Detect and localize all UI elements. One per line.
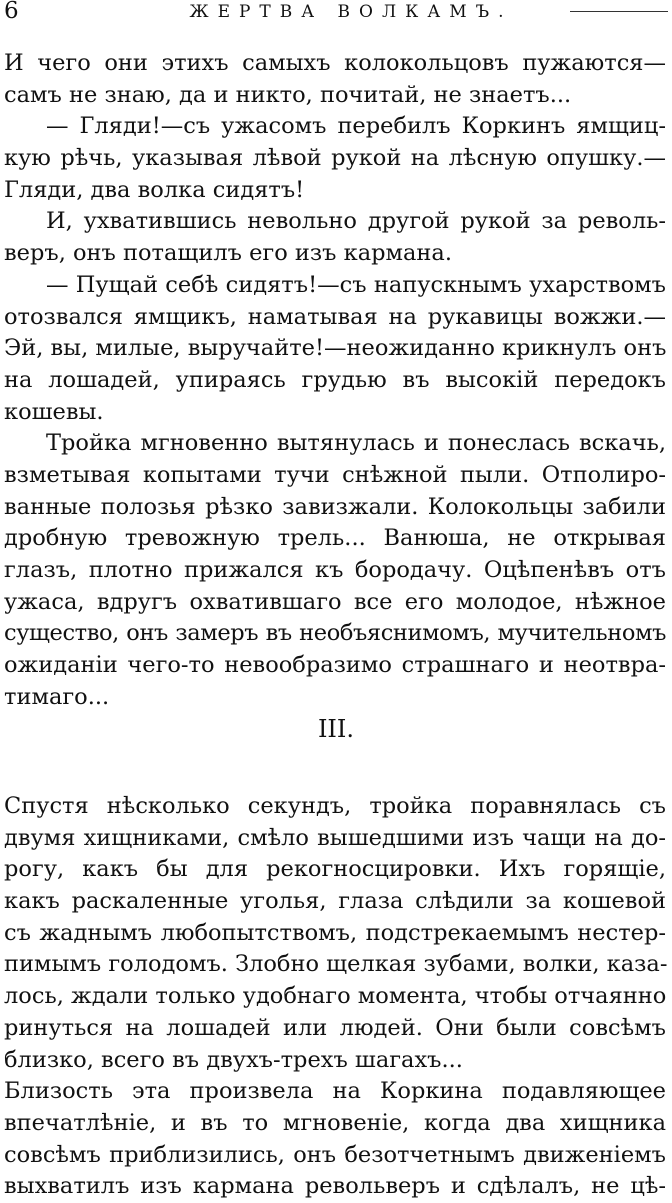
text-line: взметывая копытами тучи снѣжной пыли. Отполиро- bbox=[4, 461, 666, 488]
text-line: тимаго... bbox=[4, 683, 110, 710]
page-number: 6 bbox=[4, 0, 19, 24]
text-line: лось, ждали только удобнаго момента, чтобы отчаянно bbox=[4, 983, 667, 1010]
section-1-text bbox=[4, 48, 666, 713]
text-line: И чего они этихъ самыхъ колокольцовъ пужаются— bbox=[4, 50, 666, 76]
text-line: совсѣмъ приблизились, онъ безотчетнымъ движеніемъ bbox=[4, 1141, 666, 1168]
text-line: существо, онъ замеръ въ необъяснимомъ, мучительномъ bbox=[4, 620, 666, 647]
text-line: Близость эта произвела на Коркина подавляющее bbox=[4, 1078, 666, 1105]
text-line: кошевы. bbox=[4, 398, 104, 425]
chapter-heading: III. bbox=[317, 715, 355, 743]
text-line: веръ, онъ потащилъ его изъ кармана. bbox=[4, 240, 452, 267]
text-line: дробную тревожную трель... Ванюша, не открывая bbox=[4, 525, 666, 552]
text-line: кую рѣчь, указывая лѣвой рукой на лѣсную опушку.— bbox=[4, 145, 666, 172]
text-line: Спустя нѣсколько секундъ, тройка поравнялась съ bbox=[4, 793, 666, 819]
header-rule-right bbox=[570, 11, 668, 12]
text-line: — Гляди!—съ ужасомъ перебилъ Коркинъ ямщиц- bbox=[46, 113, 666, 140]
text-line: какъ раскаленные уголья, глаза слѣдили за кошевой bbox=[4, 888, 666, 915]
text-line: впечатлѣніе, и въ то мгновеніе, когда два хищника bbox=[4, 1109, 666, 1136]
text-line: двумя хищниками, смѣло вышедшими изъ чащи на до- bbox=[4, 824, 666, 851]
text-line: ужаса, вдругъ охватившаго все его молодое, нѣжное bbox=[4, 588, 666, 615]
text-line: ванные полозья рѣзко завизжали. Колокольцы забили bbox=[4, 493, 666, 520]
text-line: близко, всего въ двухъ-трехъ шагахъ... bbox=[4, 1046, 463, 1073]
text-line: отозвался ямщикъ, наматывая на рукавицы вожжи.— bbox=[4, 303, 666, 330]
text-line: выхватилъ изъ кармана револьверъ и сдѣлалъ, не цѣ- bbox=[4, 1173, 666, 1200]
text-line: Тройка мгновенно вытянулась и понеслась вскачь, bbox=[46, 430, 666, 457]
running-header bbox=[4, 0, 668, 26]
text-line: Гляди, два волка сидятъ! bbox=[4, 176, 305, 203]
text-line: на лошадей, упираясь грудью въ высокій передокъ bbox=[4, 366, 666, 393]
text-line: ринуться на лошадей или людей. Они были совсѣмъ bbox=[4, 1014, 666, 1041]
text-line: И, ухватившись невольно другой рукой за револь- bbox=[46, 208, 666, 235]
running-title: ЖЕРТВА ВОЛКАМЪ. bbox=[189, 2, 513, 22]
text-line: — Пущай себѣ сидятъ!—съ напускнымъ ухарствомъ bbox=[46, 271, 666, 298]
text-line: самъ не знаю, да и никто, почитай, не знаетъ... bbox=[4, 81, 572, 108]
text-line: глазъ, плотно прижался къ бородачу. Оцѣпенѣвъ отъ bbox=[4, 557, 666, 583]
text-line: съ жаднымъ любопытствомъ, подстрекаемымъ нестер- bbox=[4, 919, 666, 946]
text-line: ожиданіи чего-то невообразимо страшнаго и неотвра- bbox=[4, 652, 666, 679]
text-line: пимымъ голодомъ. Злобно щелкая зубами, волки, каза- bbox=[4, 951, 668, 978]
section-2-text bbox=[4, 791, 666, 1203]
text-line: Эй, вы, милые, выручайте!—неожиданно крикнулъ онъ bbox=[4, 335, 667, 362]
text-line: рогу, какъ бы для рекогносцировки. Ихъ горящіе, bbox=[4, 856, 666, 883]
